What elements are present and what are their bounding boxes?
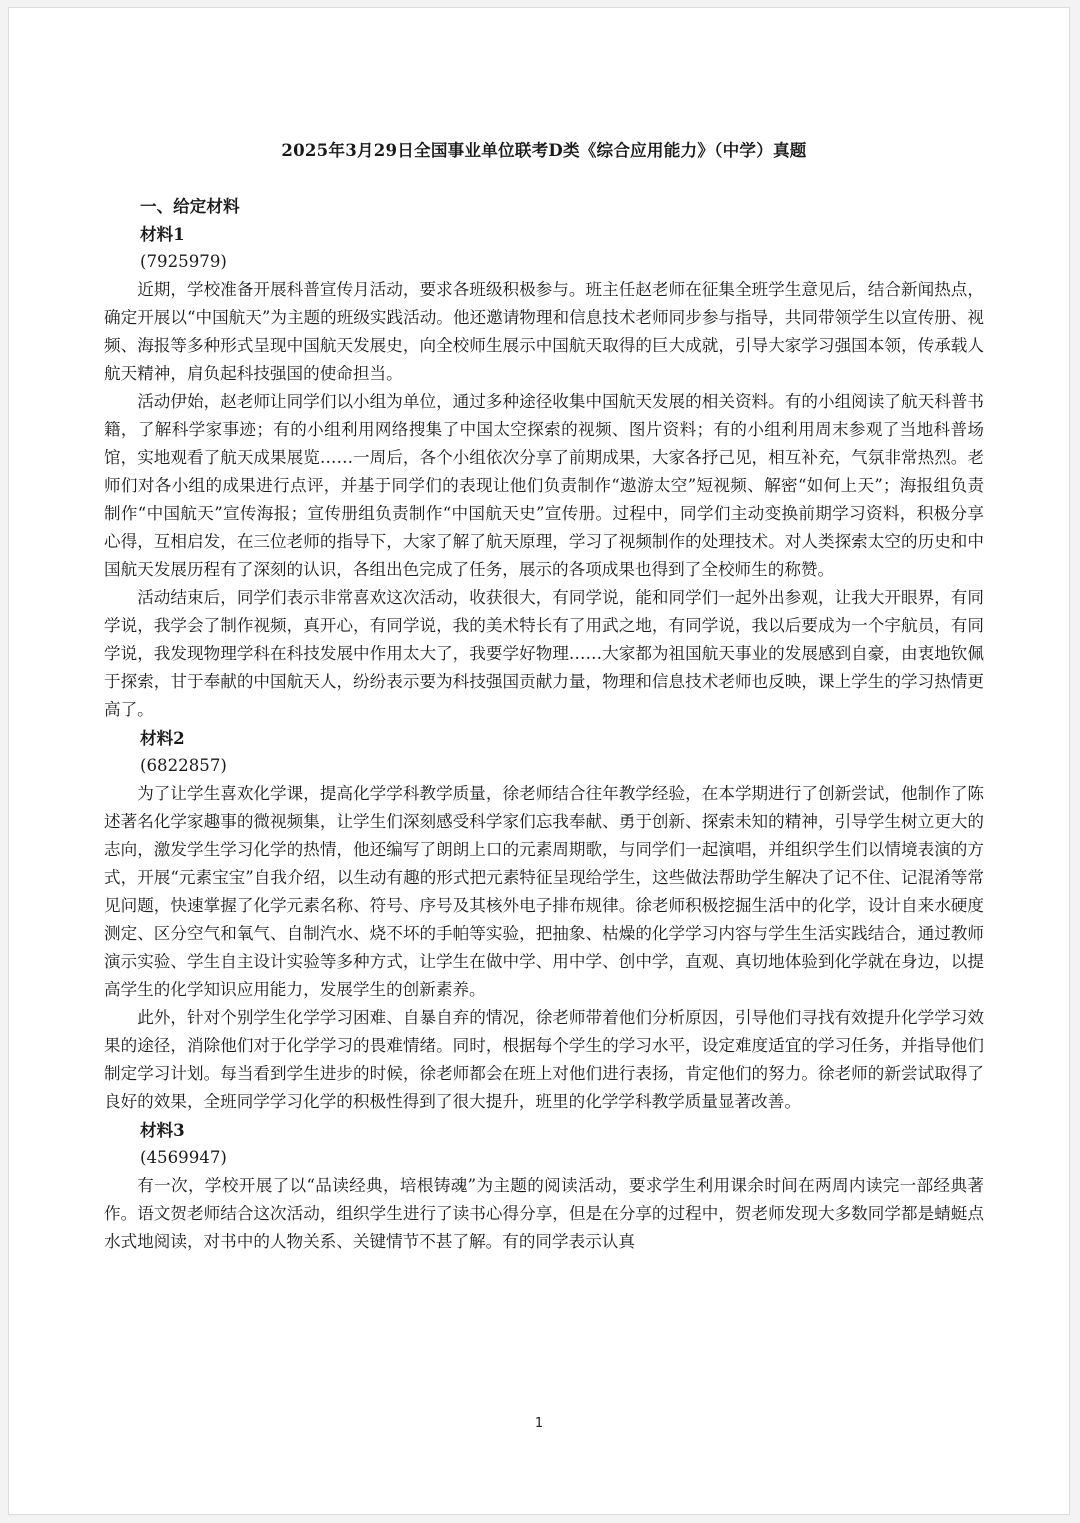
paragraph: 有一次，学校开展了以“品读经典，培根铸魂”为主题的阅读活动，要求学生利用课余时间在两周内读完一部经典著作。语文贺老师结合这次活动，组织学生进行了读书心得分享，但是在分享的过程中，贺老师发现大多数同学都是蜻蜓点水式地阅读，对书中的人物关系、关键情节不甚了解。有的同学表示认真 (104, 1176, 984, 1251)
document-title: 2025年3月29日全国事业单位联考D类《综合应用能力》（中学）真题 (281, 140, 807, 160)
document-content (104, 136, 984, 1256)
material-2 (104, 724, 984, 1116)
paragraph: 近期，学校准备开展科普宣传月活动，要求各班级积极参与。班主任赵老师在征集全班学生意见后，结合新闻热点，确定开展以“中国航天”为主题的班级实践活动。他还邀请物理和信息技术老师同步参与指导，共同带领学生以宣传册、视频、海报等多种形式呈现中国航天发展史，向全校师生展示中国航天取得的巨大成就，引导大家学习强国本领，传承载人航天精神，肩负起科技强国的使命担当。 (104, 280, 984, 383)
material-title: 材料3 (140, 1120, 185, 1140)
paragraph: 此外，针对个别学生化学学习困难、自暴自弃的情况，徐老师带着他们分析原因，引导他们寻找有效提升化学学习效果的途径，消除他们对于化学学习的畏难情绪。同时，根据每个学生的学习水平，设定难度适宜的学习任务，并指导他们制定学习计划。每当看到学生进步的时候，徐老师都会在班上对他们进行表扬，肯定他们的努力。徐老师的新尝试取得了良好的效果，全班同学学习化学的积极性得到了很大提升，班里的化学学科教学质量显著改善。 (104, 1008, 984, 1111)
page-number: 1 (534, 1416, 544, 1431)
paragraph: 活动结束后，同学们表示非常喜欢这次活动，收获很大，有同学说，能和同学们一起外出参观，让我大开眼界，有同学说，我学会了制作视频，真开心，有同学说，我的美术特长有了用武之地，有同学说，我以后要成为一个宇航员，有同学说，我发现物理学科在科技发展中作用太大了，我要学好物理……大家都为祖国航天事业的发展感到自豪，由衷地钦佩于探索，甘于奉献的中国航天人，纷纷表示要为科技强国贡献力量，物理和信息技术老师也反映，课上学生的学习热情更高了。 (104, 588, 984, 719)
material-id: (7925979) (140, 252, 227, 271)
material-3 (104, 1116, 984, 1256)
material-title: 材料2 (140, 728, 185, 748)
paragraph: 为了让学生喜欢化学课，提高化学学科教学质量，徐老师结合往年教学经验，在本学期进行了创新尝试，他制作了陈述著名化学家趣事的微视频集，让学生们深刻感受科学家们忘我奉献、勇于创新、探索未知的精神，引导学生树立更大的志向，激发学生学习化学的热情，他还编写了朗朗上口的元素周期歌，与同学们一起演唱，并组织学生们以情境表演的方式，开展“元素宝宝”自我介绍，以生动有趣的形式把元素特征呈现给学生，这些做法帮助学生解决了记不住、记混淆等常见问题，快速掌握了化学元素名称、符号、序号及其核外电子排布规律。徐老师积极挖掘生活中的化学，设计自来水硬度测定、区分空气和氧气、自制汽水、烧不坏的手帕等实验，把抽象、枯燥的化学学习内容与学生生活实践结合，通过教师演示实验、学生自主设计实验等多种方式，让学生在做中学、用中学、创中学，直观、真切地体验到化学就在身边，以提高学生的化学知识应用能力，发展学生的创新素养。 (104, 784, 984, 999)
paragraph: 活动伊始，赵老师让同学们以小组为单位，通过多种途径收集中国航天发展的相关资料。有的小组阅读了航天科普书籍，了解科学家事迹；有的小组利用网络搜集了中国太空探索的视频、图片资料；有的小组利用周末参观了当地科普场馆，实地观看了航天成果展览……一周后，各个小组依次分享了前期成果，大家各抒己见，相互补充，气氛非常热烈。老师们对各小组的成果进行点评，并基于同学们的表现让他们负责制作“遨游太空”短视频、解密“如何上天”；海报组负责制作“中国航天”宣传海报；宣传册组负责制作“中国航天史”宣传册。过程中，同学们主动变换前期学习资料，积极分享心得，互相启发，在三位老师的指导下，大家了解了航天原理，学习了视频制作的处理技术。对人类探索太空的历史和中国航天发展历程有了深刻的认识，各组出色完成了任务，展示的各项成果也得到了全校师生的称赞。 (104, 392, 984, 579)
material-title: 材料1 (140, 224, 185, 244)
material-id: (6822857) (140, 756, 227, 775)
section-heading: 一、给定材料 (140, 196, 240, 216)
material-1 (104, 220, 984, 724)
material-id: (4569947) (140, 1148, 227, 1167)
document-page (8, 7, 1070, 1515)
